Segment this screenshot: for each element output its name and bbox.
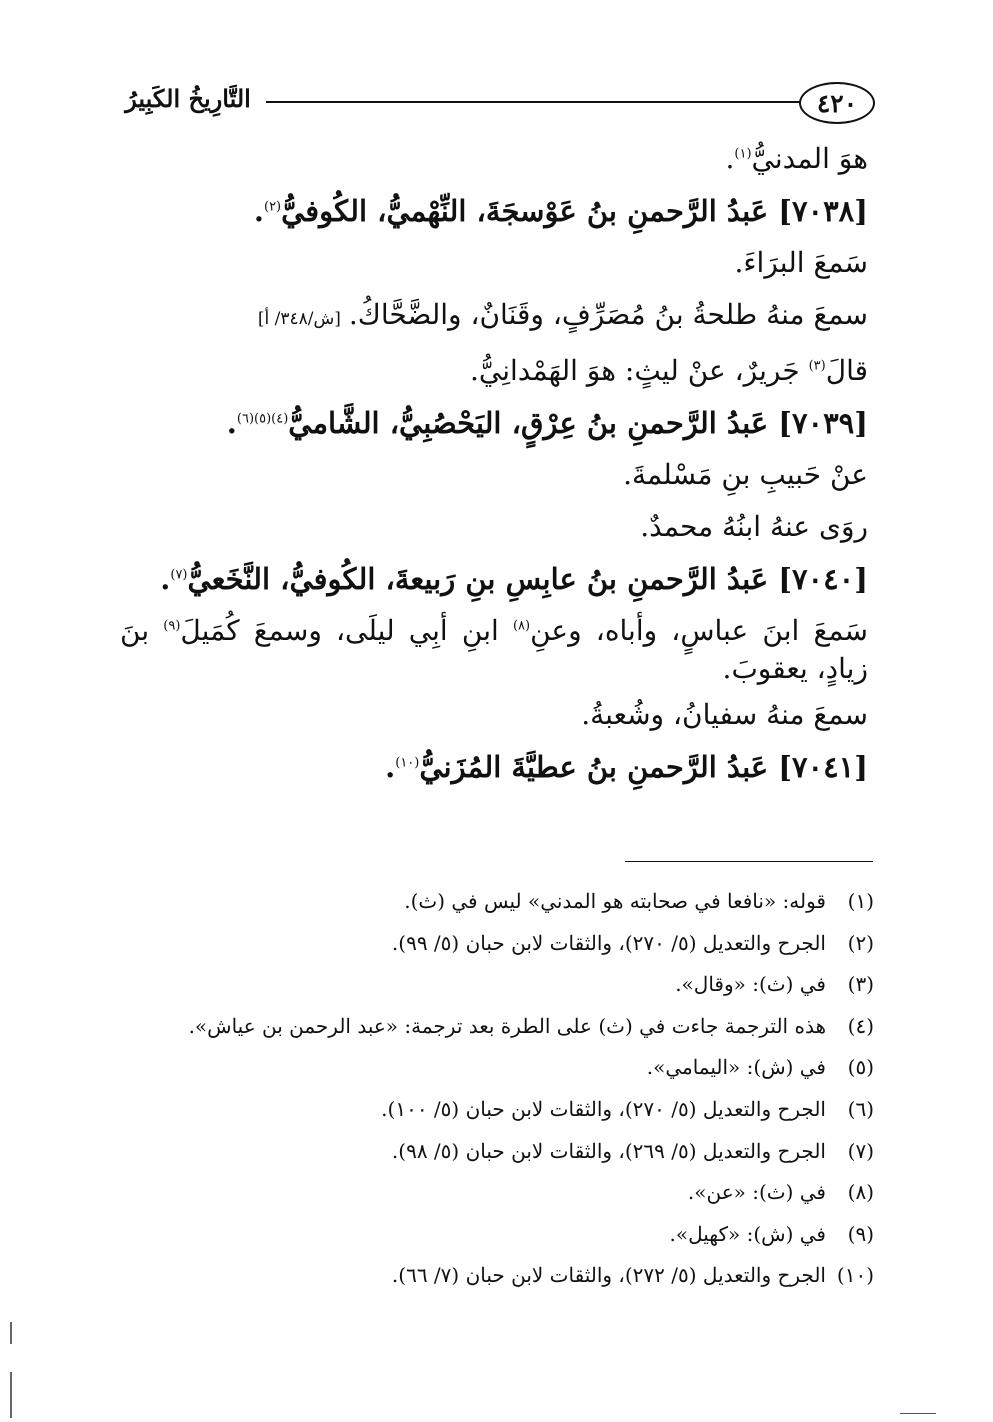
footnote [200, 1095, 874, 1123]
scan-edge-mark [10, 1322, 12, 1344]
footnote-ref[interactable]: (٩) [163, 618, 181, 634]
footnote-text: الجرح والتعديل (٥/ ٢٧٠)، والثقات لابن حبان (٥/ ٩٩). [391, 930, 826, 955]
footnote-ref[interactable]: (٨) [512, 618, 531, 634]
footnote-number: (٩) [847, 1221, 874, 1246]
footnote-text: في (ث): «عن». [687, 1180, 826, 1205]
footnote-ref[interactable]: (٤)(٥)(٦) [236, 411, 289, 427]
footnote-text: في (ش): «اليمامي». [646, 1055, 826, 1080]
manuscript-ref: [ش/٣٤٨/ أ] [257, 309, 341, 329]
text-line: عنْ حَبيبِ بنِ مَسْلمةَ. [623, 458, 868, 491]
footnote-ref[interactable]: (١) [734, 146, 752, 162]
footnote-text: الجرح والتعديل (٥/ ٢٦٩)، والثقات لابن حبان (٥/ ٩٨). [391, 1138, 826, 1163]
footnote-text: هذه الترجمة جاءت في (ث) على الطرة بعد ترجمة: «عبد الرحمن بن عياش». [188, 1013, 826, 1038]
entry-heading: [٧٠٤١] عَبدُ الرَّحمنِ بنُ عطيَّةَ المُزَنيُّ$^{(١٠)}$. [385, 750, 868, 784]
footnote-ref[interactable]: (٣) [808, 358, 826, 374]
text-line: سمعَ منهُ طلحةُ بنُ مُصَرِّفٍ، وقَنَانٌ، والضَّحَّاكُ.[ش/٣٤٨/ أ] [257, 298, 868, 331]
scan-edge-mark [10, 1372, 12, 1418]
footnote-number: (٤) [847, 1013, 874, 1038]
text-line: قالَ$^{(٣)}$ جَريرٌ، عنْ ليثٍ: هوَ الهَمْدانِيُّ. [469, 354, 868, 387]
footnote [200, 887, 874, 915]
footnote [200, 1053, 874, 1081]
footnote-text: في (ث): «وقال». [675, 972, 826, 997]
footnote [200, 1261, 874, 1289]
footnote-ref[interactable]: (٧) [170, 567, 188, 583]
footnote [200, 970, 874, 998]
footnote-number: (٧) [847, 1138, 874, 1163]
main-text [120, 140, 868, 800]
footnote-text: في (ش): «كهيل». [669, 1221, 826, 1246]
footnote-number: (٢) [847, 930, 874, 955]
entry-heading: [٧٠٣٨] عَبدُ الرَّحمنِ بنُ عَوْسجَةَ، النِّهْميُّ، الكُوفيُّ$^{(٢)}$. [253, 194, 868, 228]
footnote-number: (١) [847, 889, 874, 913]
footnote-number: (٨) [847, 1180, 874, 1205]
footnote-number: (١٠) [836, 1263, 874, 1288]
footnote [200, 1178, 874, 1206]
footnote-separator [625, 861, 873, 862]
text-line: هوَ المدنيُّ$^{(١)}$. [725, 142, 868, 175]
book-title: التَّارِيخُ الكَبِيرُ [125, 84, 251, 113]
text-line: سَمعَ البرَاءَ. [734, 246, 868, 279]
footnote-text: قوله: «نافعا في صحابته هو المدني» ليس في (ث). [404, 889, 826, 913]
footnote [188, 1012, 874, 1040]
footnote-text: الجرح والتعديل (٥/ ٢٧٠)، والثقات لابن حبان (٥/ ١٠٠). [381, 1096, 826, 1121]
footnote-ref[interactable]: (٢) [263, 199, 282, 215]
header-rule [266, 101, 801, 103]
page-number-badge [799, 82, 875, 124]
footnote-ref[interactable]: (١٠) [395, 755, 420, 771]
page-header [120, 82, 875, 126]
page-number: ٤٢٠ [816, 88, 858, 118]
text-line: سمعَ منهُ سفيانُ، وشُعبةُ. [581, 698, 868, 731]
text-paragraph: سَمعَ ابنَ عباسٍ، وأباه، وعنِ$^{(٨)}$ ابنِ أبِي ليلَى، وسمعَ كُمَيلَ$^{(٩)}$ بنَ زيادٍ، يعقوبَ. [120, 614, 868, 685]
footnote-number: (٣) [847, 972, 874, 997]
footnote-number: (٦) [847, 1096, 874, 1121]
footnote-text: الجرح والتعديل (٥/ ٢٧٢)، والثقات لابن حبان (٧/ ٦٦). [391, 1263, 826, 1288]
entry-heading: [٧٠٣٩] عَبدُ الرَّحمنِ بنُ عِرْقٍ، اليَحْصُبِيُّ، الشَّاميُّ$^{(٤)(٥)(٦)}$. [226, 406, 868, 440]
footnote [200, 1220, 874, 1248]
text-line: روَى عنهُ ابنُهُ محمدٌ. [640, 510, 868, 543]
footnote [200, 1137, 874, 1165]
entry-heading: [٧٠٤٠] عَبدُ الرَّحمنِ بنُ عابِسِ بنِ رَبيعةَ، الكُوفيُّ، النَّخَعيُّ$^{(٧)}$. [160, 562, 868, 596]
footnote-number: (٥) [847, 1055, 874, 1080]
footnote [200, 929, 874, 957]
scan-bottom-mark [900, 1413, 936, 1414]
footnotes [188, 887, 874, 1303]
